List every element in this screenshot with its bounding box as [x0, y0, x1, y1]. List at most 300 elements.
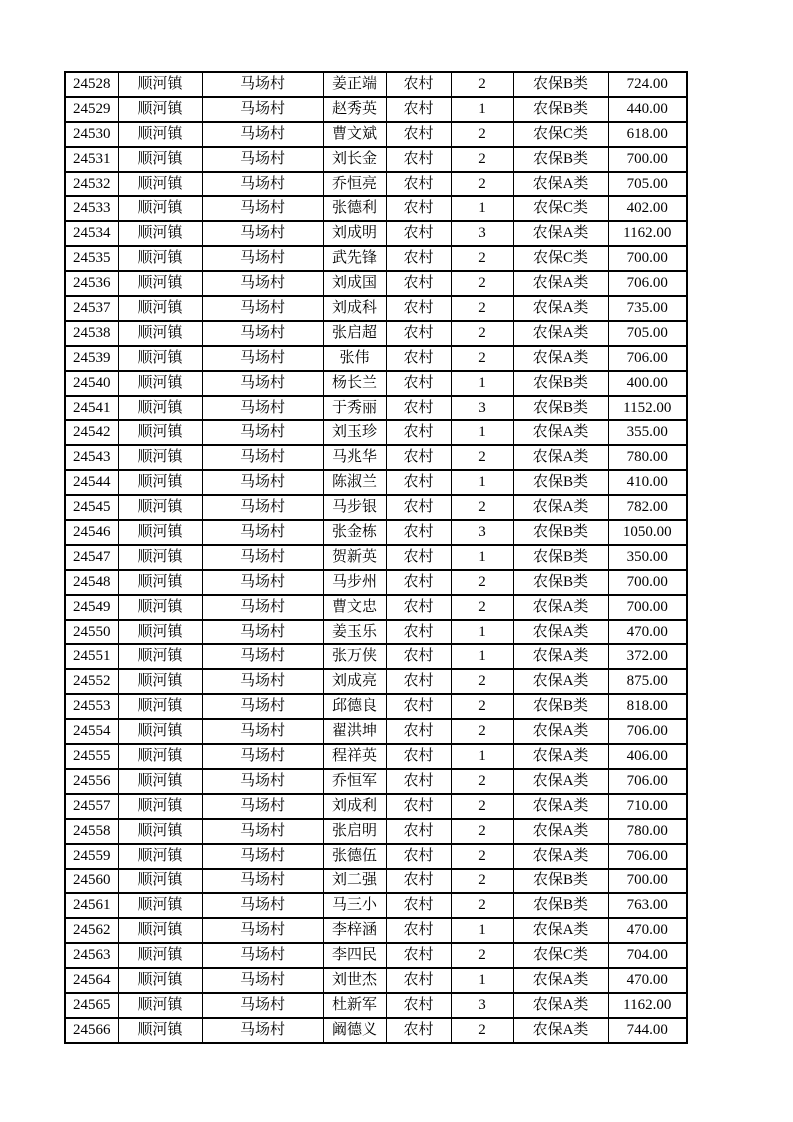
cell-category: 农保A类	[513, 819, 608, 844]
cell-amount: 400.00	[608, 371, 687, 396]
cell-town: 顺河镇	[118, 968, 202, 993]
cell-village: 马场村	[202, 769, 323, 794]
cell-id: 24557	[65, 794, 118, 819]
cell-category: 农保A类	[513, 1018, 608, 1043]
cell-residence: 农村	[386, 470, 451, 495]
cell-count: 2	[451, 694, 513, 719]
cell-category: 农保A类	[513, 420, 608, 445]
cell-name: 张德利	[323, 196, 386, 221]
table-row	[65, 221, 687, 246]
cell-amount: 724.00	[608, 72, 687, 97]
cell-count: 1	[451, 545, 513, 570]
cell-residence: 农村	[386, 918, 451, 943]
cell-residence: 农村	[386, 893, 451, 918]
table-row	[65, 744, 687, 769]
table-row	[65, 1018, 687, 1043]
cell-residence: 农村	[386, 545, 451, 570]
cell-id: 24554	[65, 719, 118, 744]
table-row	[65, 72, 687, 97]
table-row	[65, 968, 687, 993]
cell-count: 2	[451, 844, 513, 869]
cell-count: 2	[451, 246, 513, 271]
cell-name: 刘玉珍	[323, 420, 386, 445]
cell-id: 24530	[65, 122, 118, 147]
cell-town: 顺河镇	[118, 346, 202, 371]
cell-id: 24549	[65, 595, 118, 620]
cell-name: 曹文斌	[323, 122, 386, 147]
table-row	[65, 993, 687, 1018]
cell-amount: 706.00	[608, 769, 687, 794]
cell-amount: 710.00	[608, 794, 687, 819]
cell-village: 马场村	[202, 943, 323, 968]
cell-id: 24537	[65, 296, 118, 321]
cell-category: 农保B类	[513, 570, 608, 595]
cell-residence: 农村	[386, 445, 451, 470]
cell-village: 马场村	[202, 844, 323, 869]
cell-count: 3	[451, 993, 513, 1018]
cell-category: 农保B类	[513, 520, 608, 545]
cell-amount: 355.00	[608, 420, 687, 445]
cell-village: 马场村	[202, 296, 323, 321]
cell-village: 马场村	[202, 918, 323, 943]
cell-id: 24529	[65, 97, 118, 122]
cell-count: 1	[451, 644, 513, 669]
cell-amount: 705.00	[608, 321, 687, 346]
cell-count: 2	[451, 346, 513, 371]
cell-name: 刘长金	[323, 147, 386, 172]
table-row	[65, 595, 687, 620]
cell-count: 2	[451, 595, 513, 620]
cell-name: 杨长兰	[323, 371, 386, 396]
cell-village: 马场村	[202, 445, 323, 470]
cell-amount: 700.00	[608, 246, 687, 271]
table-row	[65, 296, 687, 321]
cell-town: 顺河镇	[118, 769, 202, 794]
cell-village: 马场村	[202, 172, 323, 197]
cell-town: 顺河镇	[118, 1018, 202, 1043]
cell-amount: 706.00	[608, 844, 687, 869]
cell-amount: 875.00	[608, 669, 687, 694]
cell-residence: 农村	[386, 1018, 451, 1043]
cell-id: 24538	[65, 321, 118, 346]
cell-id: 24548	[65, 570, 118, 595]
cell-amount: 744.00	[608, 1018, 687, 1043]
table-row	[65, 570, 687, 595]
cell-village: 马场村	[202, 893, 323, 918]
cell-village: 马场村	[202, 644, 323, 669]
cell-village: 马场村	[202, 246, 323, 271]
cell-town: 顺河镇	[118, 943, 202, 968]
insurance-roster-table	[64, 71, 688, 1044]
cell-count: 2	[451, 893, 513, 918]
cell-residence: 农村	[386, 943, 451, 968]
table-row	[65, 122, 687, 147]
table-row	[65, 495, 687, 520]
cell-town: 顺河镇	[118, 744, 202, 769]
cell-count: 1	[451, 918, 513, 943]
cell-village: 马场村	[202, 694, 323, 719]
cell-amount: 782.00	[608, 495, 687, 520]
cell-count: 2	[451, 669, 513, 694]
cell-category: 农保B类	[513, 396, 608, 421]
cell-village: 马场村	[202, 794, 323, 819]
cell-residence: 农村	[386, 147, 451, 172]
cell-amount: 1162.00	[608, 221, 687, 246]
cell-residence: 农村	[386, 72, 451, 97]
cell-town: 顺河镇	[118, 918, 202, 943]
table-row	[65, 918, 687, 943]
cell-amount: 470.00	[608, 968, 687, 993]
cell-village: 马场村	[202, 420, 323, 445]
cell-id: 24559	[65, 844, 118, 869]
cell-village: 马场村	[202, 869, 323, 894]
cell-category: 农保A类	[513, 844, 608, 869]
cell-category: 农保A类	[513, 719, 608, 744]
cell-count: 2	[451, 296, 513, 321]
cell-id: 24532	[65, 172, 118, 197]
cell-category: 农保B类	[513, 147, 608, 172]
cell-amount: 780.00	[608, 445, 687, 470]
table-row	[65, 694, 687, 719]
cell-id: 24560	[65, 869, 118, 894]
cell-residence: 农村	[386, 520, 451, 545]
cell-town: 顺河镇	[118, 396, 202, 421]
cell-amount: 818.00	[608, 694, 687, 719]
cell-name: 刘二强	[323, 869, 386, 894]
cell-residence: 农村	[386, 794, 451, 819]
cell-category: 农保C类	[513, 122, 608, 147]
table-row	[65, 719, 687, 744]
table-row	[65, 396, 687, 421]
cell-town: 顺河镇	[118, 97, 202, 122]
cell-category: 农保A类	[513, 271, 608, 296]
cell-count: 3	[451, 221, 513, 246]
cell-id: 24540	[65, 371, 118, 396]
cell-village: 马场村	[202, 1018, 323, 1043]
table-row	[65, 420, 687, 445]
cell-count: 2	[451, 869, 513, 894]
cell-count: 2	[451, 570, 513, 595]
cell-town: 顺河镇	[118, 147, 202, 172]
cell-town: 顺河镇	[118, 993, 202, 1018]
cell-id: 24564	[65, 968, 118, 993]
cell-category: 农保C类	[513, 943, 608, 968]
cell-count: 2	[451, 122, 513, 147]
cell-id: 24566	[65, 1018, 118, 1043]
cell-category: 农保A类	[513, 321, 608, 346]
cell-village: 马场村	[202, 570, 323, 595]
cell-id: 24550	[65, 620, 118, 645]
cell-count: 2	[451, 172, 513, 197]
cell-name: 张万侠	[323, 644, 386, 669]
cell-count: 3	[451, 396, 513, 421]
cell-category: 农保A类	[513, 744, 608, 769]
cell-village: 马场村	[202, 520, 323, 545]
cell-category: 农保B类	[513, 869, 608, 894]
cell-village: 马场村	[202, 669, 323, 694]
cell-category: 农保B类	[513, 545, 608, 570]
cell-town: 顺河镇	[118, 545, 202, 570]
cell-name: 李四民	[323, 943, 386, 968]
cell-amount: 350.00	[608, 545, 687, 570]
cell-amount: 706.00	[608, 271, 687, 296]
cell-village: 马场村	[202, 97, 323, 122]
cell-village: 马场村	[202, 495, 323, 520]
cell-residence: 农村	[386, 644, 451, 669]
cell-category: 农保A类	[513, 346, 608, 371]
cell-name: 李梓涵	[323, 918, 386, 943]
cell-name: 张德伍	[323, 844, 386, 869]
table-row	[65, 271, 687, 296]
table-row	[65, 246, 687, 271]
cell-amount: 470.00	[608, 918, 687, 943]
cell-id: 24544	[65, 470, 118, 495]
cell-town: 顺河镇	[118, 196, 202, 221]
cell-name: 张金栋	[323, 520, 386, 545]
cell-village: 马场村	[202, 371, 323, 396]
cell-residence: 农村	[386, 420, 451, 445]
cell-name: 阚德义	[323, 1018, 386, 1043]
cell-residence: 农村	[386, 744, 451, 769]
table-row	[65, 346, 687, 371]
cell-village: 马场村	[202, 196, 323, 221]
cell-amount: 706.00	[608, 346, 687, 371]
cell-count: 1	[451, 420, 513, 445]
cell-category: 农保C类	[513, 196, 608, 221]
cell-id: 24553	[65, 694, 118, 719]
cell-id: 24552	[65, 669, 118, 694]
cell-village: 马场村	[202, 122, 323, 147]
cell-amount: 1050.00	[608, 520, 687, 545]
cell-count: 2	[451, 147, 513, 172]
cell-amount: 706.00	[608, 719, 687, 744]
cell-count: 1	[451, 968, 513, 993]
cell-village: 马场村	[202, 819, 323, 844]
cell-amount: 1162.00	[608, 993, 687, 1018]
cell-village: 马场村	[202, 346, 323, 371]
cell-village: 马场村	[202, 620, 323, 645]
cell-town: 顺河镇	[118, 246, 202, 271]
cell-town: 顺河镇	[118, 669, 202, 694]
cell-amount: 763.00	[608, 893, 687, 918]
cell-town: 顺河镇	[118, 893, 202, 918]
cell-residence: 农村	[386, 321, 451, 346]
table-row	[65, 869, 687, 894]
cell-town: 顺河镇	[118, 72, 202, 97]
cell-id: 24545	[65, 495, 118, 520]
cell-name: 张启超	[323, 321, 386, 346]
cell-village: 马场村	[202, 221, 323, 246]
cell-town: 顺河镇	[118, 570, 202, 595]
cell-count: 2	[451, 321, 513, 346]
cell-residence: 农村	[386, 694, 451, 719]
table-row	[65, 844, 687, 869]
cell-village: 马场村	[202, 321, 323, 346]
cell-residence: 农村	[386, 719, 451, 744]
cell-town: 顺河镇	[118, 620, 202, 645]
cell-name: 马三小	[323, 893, 386, 918]
cell-residence: 农村	[386, 122, 451, 147]
cell-id: 24539	[65, 346, 118, 371]
cell-residence: 农村	[386, 595, 451, 620]
cell-name: 刘成明	[323, 221, 386, 246]
cell-count: 2	[451, 719, 513, 744]
cell-town: 顺河镇	[118, 321, 202, 346]
cell-town: 顺河镇	[118, 595, 202, 620]
cell-id: 24543	[65, 445, 118, 470]
cell-name: 乔恒军	[323, 769, 386, 794]
cell-amount: 372.00	[608, 644, 687, 669]
cell-residence: 农村	[386, 669, 451, 694]
cell-name: 刘成亮	[323, 669, 386, 694]
cell-town: 顺河镇	[118, 819, 202, 844]
cell-category: 农保B类	[513, 694, 608, 719]
table-row	[65, 520, 687, 545]
cell-category: 农保A类	[513, 644, 608, 669]
cell-count: 2	[451, 445, 513, 470]
cell-id: 24534	[65, 221, 118, 246]
cell-town: 顺河镇	[118, 371, 202, 396]
cell-amount: 700.00	[608, 570, 687, 595]
cell-amount: 735.00	[608, 296, 687, 321]
cell-town: 顺河镇	[118, 844, 202, 869]
cell-village: 马场村	[202, 719, 323, 744]
cell-category: 农保A类	[513, 993, 608, 1018]
cell-count: 2	[451, 495, 513, 520]
cell-name: 刘成利	[323, 794, 386, 819]
cell-count: 2	[451, 794, 513, 819]
table-row	[65, 620, 687, 645]
cell-residence: 农村	[386, 570, 451, 595]
cell-count: 2	[451, 943, 513, 968]
cell-id: 24555	[65, 744, 118, 769]
cell-amount: 402.00	[608, 196, 687, 221]
cell-name: 赵秀英	[323, 97, 386, 122]
cell-town: 顺河镇	[118, 794, 202, 819]
cell-residence: 农村	[386, 271, 451, 296]
table-row	[65, 794, 687, 819]
cell-town: 顺河镇	[118, 420, 202, 445]
cell-category: 农保A类	[513, 918, 608, 943]
cell-town: 顺河镇	[118, 445, 202, 470]
cell-amount: 704.00	[608, 943, 687, 968]
cell-town: 顺河镇	[118, 520, 202, 545]
cell-town: 顺河镇	[118, 221, 202, 246]
table-row	[65, 819, 687, 844]
cell-amount: 700.00	[608, 147, 687, 172]
table-row	[65, 196, 687, 221]
table-row	[65, 172, 687, 197]
cell-village: 马场村	[202, 147, 323, 172]
cell-town: 顺河镇	[118, 694, 202, 719]
cell-town: 顺河镇	[118, 644, 202, 669]
cell-category: 农保C类	[513, 246, 608, 271]
cell-residence: 农村	[386, 968, 451, 993]
cell-name: 乔恒亮	[323, 172, 386, 197]
table-row	[65, 371, 687, 396]
cell-name: 刘世杰	[323, 968, 386, 993]
table-row	[65, 321, 687, 346]
cell-amount: 700.00	[608, 595, 687, 620]
cell-category: 农保B类	[513, 97, 608, 122]
cell-village: 马场村	[202, 470, 323, 495]
cell-town: 顺河镇	[118, 122, 202, 147]
cell-name: 曹文忠	[323, 595, 386, 620]
table-row	[65, 97, 687, 122]
cell-count: 1	[451, 744, 513, 769]
cell-residence: 农村	[386, 495, 451, 520]
table-row	[65, 445, 687, 470]
cell-residence: 农村	[386, 769, 451, 794]
cell-name: 于秀丽	[323, 396, 386, 421]
cell-amount: 410.00	[608, 470, 687, 495]
table-row	[65, 769, 687, 794]
table-row	[65, 669, 687, 694]
cell-amount: 705.00	[608, 172, 687, 197]
cell-name: 姜正端	[323, 72, 386, 97]
cell-town: 顺河镇	[118, 869, 202, 894]
cell-category: 农保B类	[513, 893, 608, 918]
cell-count: 1	[451, 97, 513, 122]
cell-village: 马场村	[202, 545, 323, 570]
cell-residence: 农村	[386, 97, 451, 122]
cell-id: 24546	[65, 520, 118, 545]
cell-town: 顺河镇	[118, 271, 202, 296]
roster-tbody	[65, 72, 687, 1043]
cell-name: 姜玉乐	[323, 620, 386, 645]
cell-residence: 农村	[386, 296, 451, 321]
cell-town: 顺河镇	[118, 172, 202, 197]
cell-name: 武先锋	[323, 246, 386, 271]
cell-id: 24542	[65, 420, 118, 445]
cell-name: 马兆华	[323, 445, 386, 470]
cell-category: 农保A类	[513, 769, 608, 794]
cell-name: 刘成科	[323, 296, 386, 321]
cell-village: 马场村	[202, 968, 323, 993]
cell-amount: 440.00	[608, 97, 687, 122]
table-row	[65, 470, 687, 495]
table-row	[65, 893, 687, 918]
cell-amount: 1152.00	[608, 396, 687, 421]
cell-residence: 农村	[386, 221, 451, 246]
cell-name: 程祥英	[323, 744, 386, 769]
cell-residence: 农村	[386, 819, 451, 844]
cell-residence: 农村	[386, 346, 451, 371]
cell-name: 马步州	[323, 570, 386, 595]
cell-town: 顺河镇	[118, 296, 202, 321]
cell-residence: 农村	[386, 246, 451, 271]
cell-count: 2	[451, 1018, 513, 1043]
cell-village: 马场村	[202, 271, 323, 296]
cell-id: 24562	[65, 918, 118, 943]
cell-id: 24535	[65, 246, 118, 271]
cell-residence: 农村	[386, 844, 451, 869]
cell-town: 顺河镇	[118, 470, 202, 495]
cell-category: 农保B类	[513, 72, 608, 97]
cell-id: 24531	[65, 147, 118, 172]
table-row	[65, 147, 687, 172]
cell-amount: 470.00	[608, 620, 687, 645]
cell-category: 农保A类	[513, 968, 608, 993]
cell-id: 24556	[65, 769, 118, 794]
cell-name: 翟洪坤	[323, 719, 386, 744]
cell-amount: 780.00	[608, 819, 687, 844]
cell-category: 农保A类	[513, 595, 608, 620]
table-row	[65, 644, 687, 669]
cell-category: 农保B类	[513, 470, 608, 495]
cell-count: 2	[451, 819, 513, 844]
cell-count: 1	[451, 470, 513, 495]
